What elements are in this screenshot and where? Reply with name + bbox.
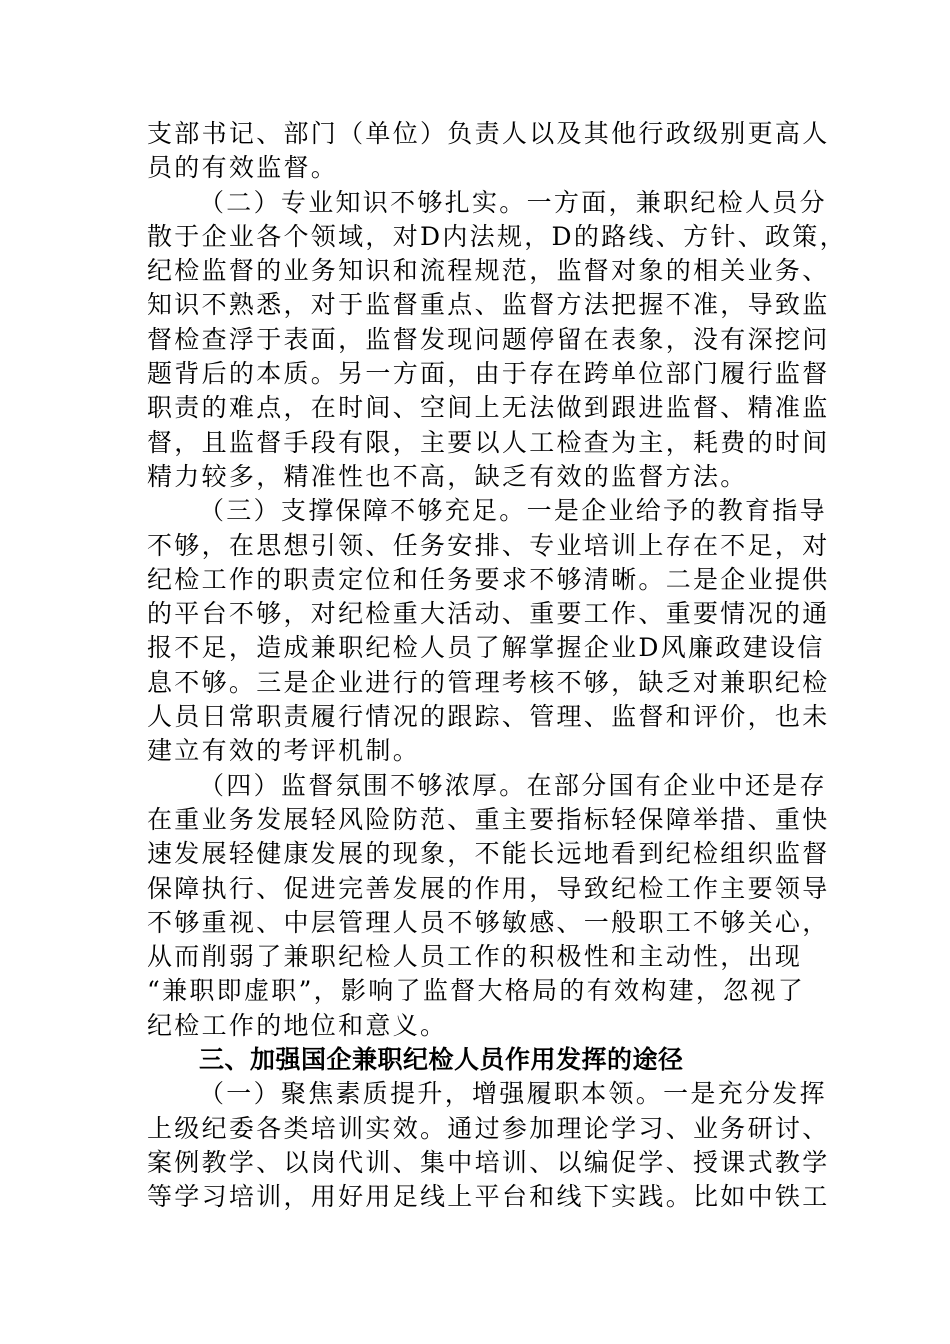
- paragraph-start-line: （三）支撑保障不够充足。一是企业给予的教育指导: [199, 496, 827, 526]
- paragraph-start-line: （一）聚焦素质提升，增强履职本领。一是充分发挥: [199, 1079, 827, 1109]
- text-line: 人员日常职责履行情况的跟踪、管理、监督和评价，也未: [147, 702, 830, 732]
- text-line: 保障执行、促进完善发展的作用，导致纪检工作主要领导: [147, 873, 830, 903]
- text-line: 精力较多，精准性也不高，缺乏有效的监督方法。: [147, 461, 748, 491]
- text-line: 息不够。三是企业进行的管理考核不够，缺乏对兼职纪检: [147, 667, 830, 697]
- document-body: [147, 117, 847, 1215]
- paragraph-start-line: （四）监督氛围不够浓厚。在部分国有企业中还是存: [199, 770, 827, 800]
- text-line: 案例教学、以岗代训、集中培训、以编促学、授课式教学: [147, 1147, 830, 1177]
- text-line: 知识不熟悉，对于监督重点、监督方法把握不准，导致监: [147, 290, 830, 320]
- text-line: 督检查浮于表面，监督发现问题停留在表象，没有深挖问: [147, 324, 830, 354]
- text-line: 职责的难点，在时间、空间上无法做到跟进监督、精准监: [147, 393, 830, 423]
- text-line: 督，且监督手段有限，主要以人工检查为主，耗费的时间: [147, 427, 830, 457]
- text-line: 报不足，造成兼职纪检人员了解掌握企业D风廉政建设信: [147, 633, 825, 663]
- text-line: 纪检工作的地位和意义。: [147, 1010, 448, 1040]
- text-line: 纪检工作的职责定位和任务要求不够清晰。二是企业提供: [147, 564, 830, 594]
- text-line: 散于企业各个领域，对D内法规，D的路线、方针、政策，: [147, 221, 847, 251]
- section-heading: 三、加强国企兼职纪检人员作用发挥的途径: [199, 1045, 684, 1075]
- text-line: 上级纪委各类培训实效。通过参加理论学习、业务研讨、: [147, 1113, 830, 1143]
- text-line: 支部书记、部门（单位）负责人以及其他行政级别更高人: [147, 119, 830, 148]
- text-line: 的平台不够，对纪检重大活动、重要工作、重要情况的通: [147, 599, 830, 629]
- text-line: 题背后的本质。另一方面，由于存在跨单位部门履行监督: [147, 359, 830, 389]
- text-line: 不够重视、中层管理人员不够敏感、一般职工不够关心，: [147, 907, 830, 937]
- paragraph-start-line: （二）专业知识不够扎实。一方面，兼职纪检人员分: [199, 187, 827, 217]
- text-line: 速发展轻健康发展的现象，不能长远地看到纪检组织监督: [147, 839, 830, 869]
- text-line: 在重业务发展轻风险防范、重主要指标轻保障举措、重快: [147, 804, 830, 834]
- text-line: 从而削弱了兼职纪检人员工作的积极性和主动性，出现: [147, 942, 803, 972]
- text-line: 等学习培训，用好用足线上平台和线下实践。比如中铁工: [147, 1182, 830, 1212]
- text-line: 员的有效监督。: [147, 153, 339, 183]
- text-line: “兼职即虚职”，影响了监督大格局的有效构建，忽视了: [147, 976, 806, 1006]
- text-line: 纪检监督的业务知识和流程规范，监督对象的相关业务、: [147, 256, 830, 286]
- text-line: 建立有效的考评机制。: [147, 736, 421, 766]
- text-line: 不够，在思想引领、任务安排、专业培训上存在不足，对: [147, 530, 830, 560]
